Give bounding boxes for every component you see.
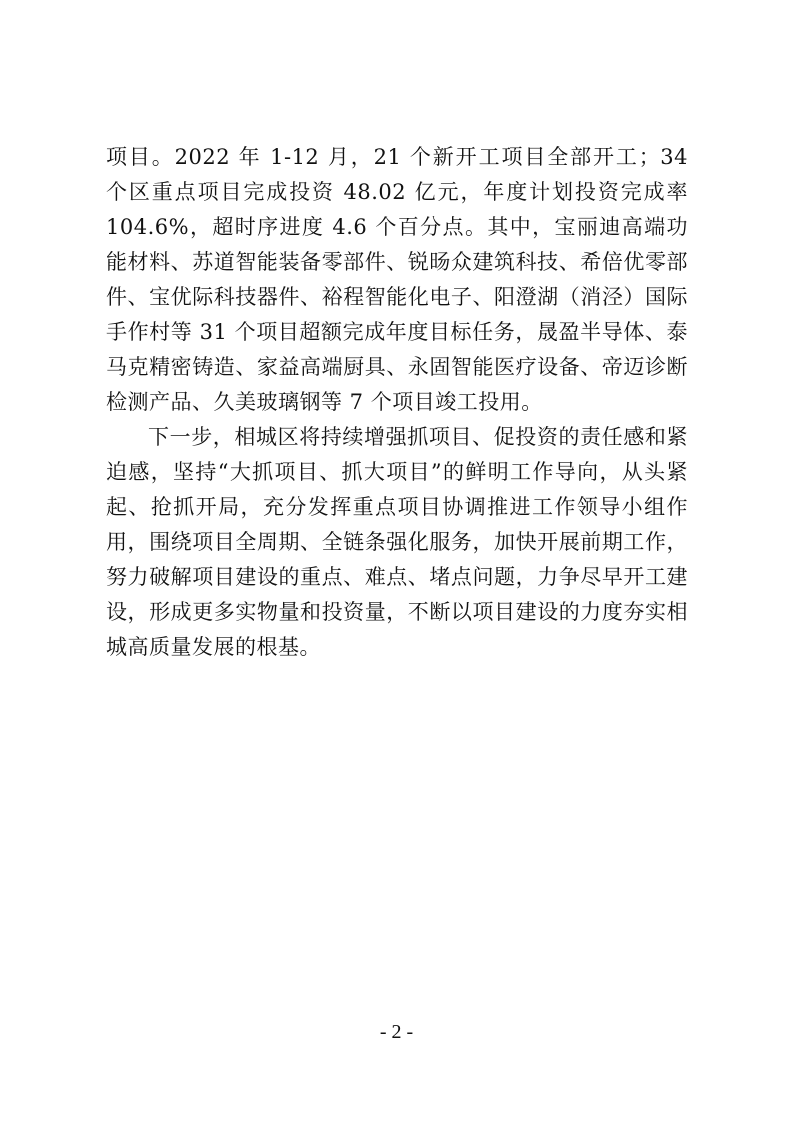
paragraph-continued: 项目。2022 年 1-12 月，21 个新开工项目全部开工；34 个区重点项目完成投资 48.02 亿元，年度计划投资完成率 104.6%，超时序进度 4.6 个百分点。其中，宝丽迪高端功能材料、苏道智能装备零部件、锐旸众建筑科技、希倍优零部件、宝优际科技器件、裕程智能化电子、阳澄湖（消泾）国际手作村等 31 个项目超额完成年度目标任务，晟盈半导体、泰马克精密铸造、家益高端厨具、永固智能医疗设备、帝迈诊断检测产品、久美玻璃钢等 7 个项目竣工投用。: [106, 145, 688, 414]
body-text: [106, 140, 688, 665]
page-number: - 2 -: [379, 1021, 414, 1043]
paragraph-next-steps: 下一步，相城区将持续增强抓项目、促投资的责任感和紧迫感，坚持“大抓项目、抓大项目”的鲜明工作导向，从头紧起、抢抓开局，充分发挥重点项目协调推进工作领导小组作用，围绕项目全周期、全链条强化服务，加快开展前期工作，努力破解项目建设的重点、难点、堵点问题，力争尽早开工建设，形成更多实物量和投资量，不断以项目建设的力度夯实相城高质量发展的根基。: [106, 425, 688, 659]
